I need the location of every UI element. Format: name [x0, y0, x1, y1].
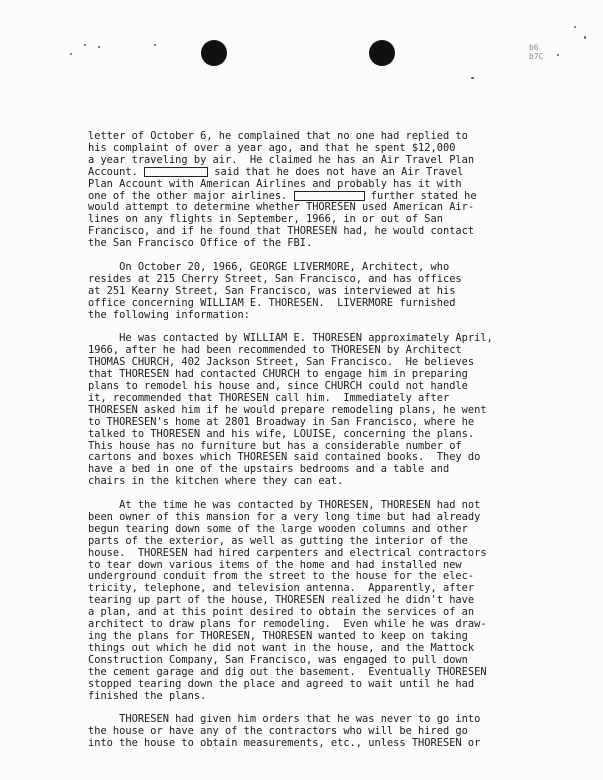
paragraph — [88, 500, 588, 702]
text-line: the following information: — [88, 308, 250, 321]
text-line: office concerning WILLIAM E. THORESEN. LIVERMORE furnished — [88, 296, 456, 309]
paragraph — [88, 262, 588, 322]
text-line: house. THORESEN had hired carpenters and electrical contractors — [88, 546, 487, 559]
paragraph — [88, 131, 588, 250]
exemption-code-b7c: b7C — [529, 52, 544, 61]
text-line: have a bed in one of the upstairs bedrooms and a table and — [88, 463, 450, 476]
text-line: ing the plans for THORESEN, THORESEN wanted to keep on taking — [88, 630, 468, 643]
text-line: Francisco, and if he found that THORESEN had, he would contact — [88, 225, 475, 238]
text-line: plans to remodel his house and, since CHURCH could not handle — [88, 380, 468, 392]
text-line: finished the plans. — [88, 689, 207, 702]
punch-hole-right — [369, 40, 395, 66]
text-line: architect to draw plans for remodeling. Even while he was draw- — [88, 618, 487, 631]
speck — [584, 36, 586, 39]
speck — [154, 44, 156, 46]
text-line: At the time he was contacted by THORESEN, THORESEN had not — [88, 499, 481, 512]
speck — [574, 26, 576, 28]
text-line: it, recommended that THORESEN call him. Immediately after — [88, 391, 450, 404]
text-line: would attempt to determine whether THORESEN used American Air- — [88, 201, 475, 214]
text-line: a plan, and at this point desired to obtain the services of an — [88, 606, 475, 619]
text-line: to tear down various items of the home and had installed new — [88, 558, 462, 571]
paragraph — [88, 333, 588, 488]
text-line: On October 20, 1966, GEORGE LIVERMORE, Architect, who — [88, 260, 450, 273]
text-line: chairs in the kitchen where they can eat. — [88, 475, 344, 488]
text-line: tearing up part of the house, THORESEN realized he didn't have — [88, 594, 475, 607]
text-line: Account. said that he does not have an Air Travel — [88, 165, 464, 178]
text-line: that THORESEN had contacted CHURCH to engage him in preparing — [88, 368, 468, 381]
exemption-stamp — [529, 43, 543, 61]
text-line: parts of the exterior, as well as gutting the interior of the — [88, 534, 468, 547]
speck — [84, 44, 86, 46]
text-line: THOMAS CHURCH, 402 Jackson Street, San Francisco. He believes — [88, 356, 475, 369]
text-line: letter of October 6, he complained that no one had replied to — [88, 130, 468, 142]
text-line: begun tearing down some of the large wooden columns and other — [88, 522, 468, 535]
text-line: talked to THORESEN and his wife, LOUISE, concerning the plans. — [88, 427, 475, 440]
text-line: at 251 Kearny Street, San Francisco, was interviewed at his — [88, 284, 456, 297]
text-line: the San Francisco Office of the FBI. — [88, 237, 313, 250]
text-line: Plan Account with American Airlines and probably has it with — [88, 177, 462, 190]
punch-hole-left — [201, 40, 227, 66]
text-line: THORESEN had given him orders that he was never to go into — [88, 713, 481, 726]
text-line: tricity, telephone, and television antenna. Apparently, after — [88, 582, 475, 595]
text-line: Construction Company, San Francisco, was engaged to pull down — [88, 653, 468, 666]
redaction-box — [294, 191, 365, 201]
text-line: to THORESEN's home at 2801 Broadway in San Francisco, where he — [88, 415, 475, 428]
text-line: into the house to obtain measurements, etc., unless THORESEN or — [88, 737, 481, 750]
paragraph — [88, 714, 588, 750]
text-line: been owner of this mansion for a very long time but had already — [88, 510, 481, 523]
exemption-code-b6: b6 — [529, 43, 539, 52]
speck — [471, 77, 474, 79]
text-line: his complaint of over a year ago, and that he spent $12,000 — [88, 141, 456, 154]
redaction-box — [144, 167, 208, 177]
text-line: cartons and boxes which THORESEN said contained books. They do — [88, 451, 481, 464]
text-line: 1966, after he had been recommended to THORESEN by Architect — [88, 344, 462, 357]
text-line: things out which he did not want in the house, and the Mattock — [88, 641, 475, 654]
text-line: THORESEN asked him if he would prepare remodeling plans, he went — [88, 403, 487, 416]
text-line: This house has no furniture but has a considerable number of — [88, 439, 462, 452]
text-line: lines on any flights in September, 1966, in or out of San — [88, 213, 443, 226]
text-line: one of the other major airlines. further stated he — [88, 189, 477, 202]
speck — [98, 46, 100, 48]
text-line: stopped tearing down the place and agreed to wait until he had — [88, 677, 475, 690]
text-line: a year traveling by air. He claimed he has an Air Travel Plan — [88, 153, 475, 166]
text-line: underground conduit from the street to the house for the elec- — [88, 570, 475, 583]
text-line: He was contacted by WILLIAM E. THORESEN approximately April, — [88, 332, 493, 345]
speck — [557, 54, 559, 56]
text-line: the cement garage and dig out the basement. Eventually THORESEN — [88, 665, 487, 678]
text-line: the house or have any of the contractors who will be hired go — [88, 725, 468, 738]
document-body — [88, 131, 588, 750]
text-line: resides at 215 Cherry Street, San Francisco, and has offices — [88, 272, 462, 285]
speck — [70, 53, 72, 55]
